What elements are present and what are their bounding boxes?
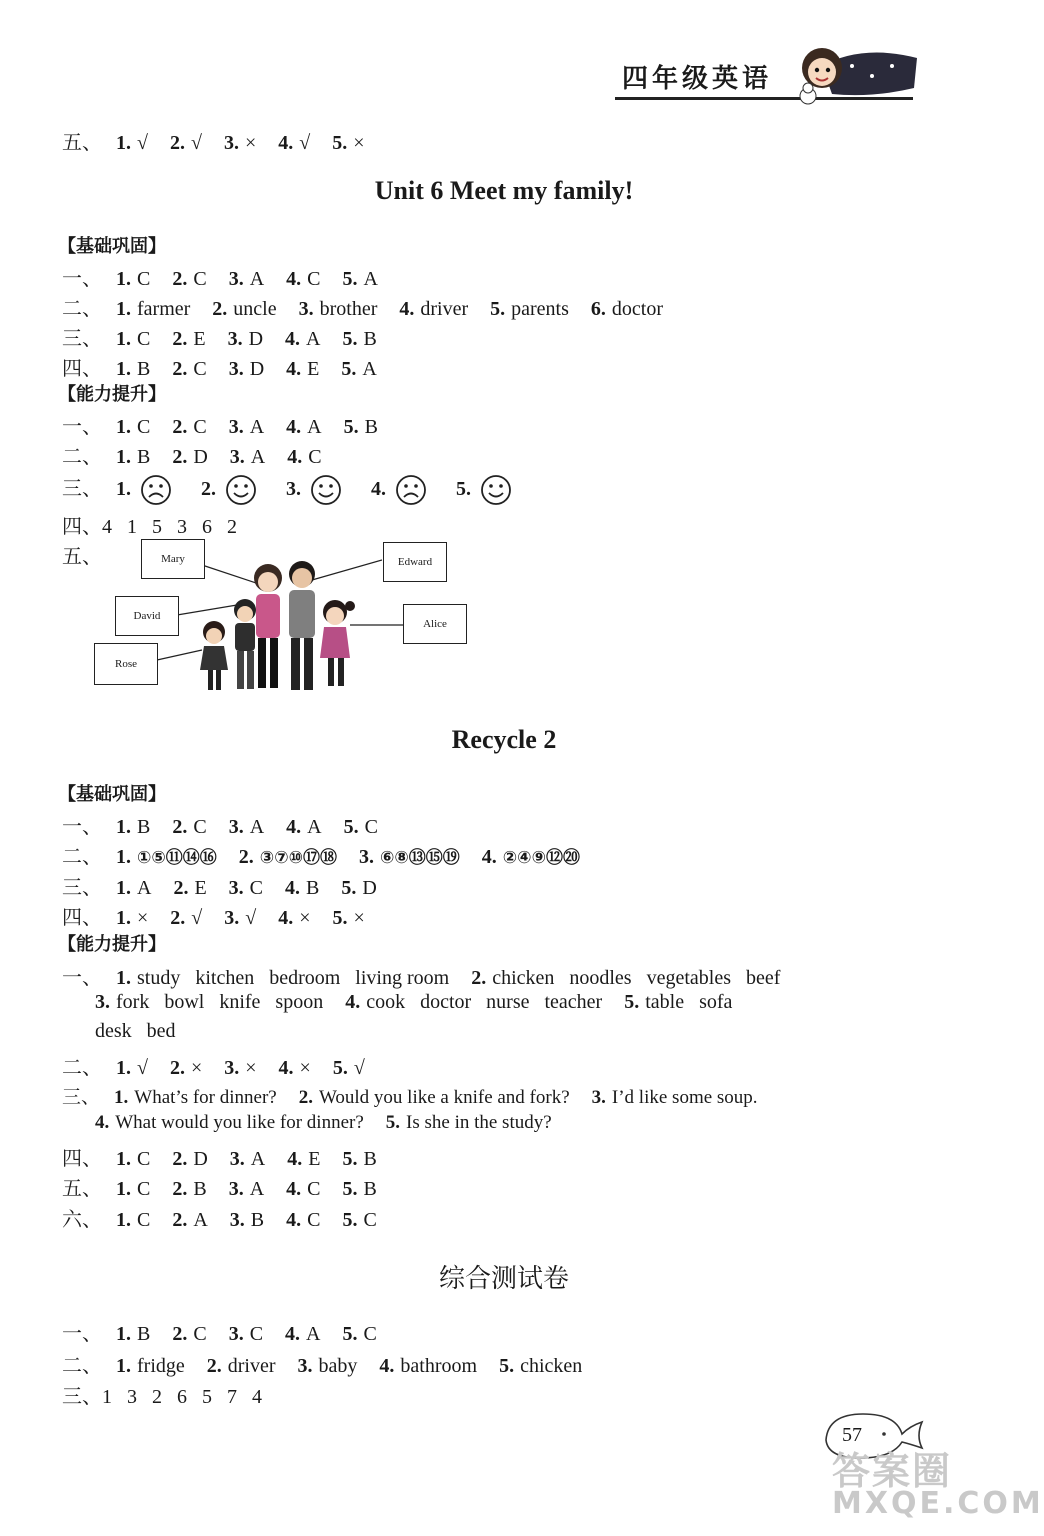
sad-face-icon <box>395 474 427 506</box>
item-answer: D <box>193 446 208 468</box>
item-number: 1. <box>116 1209 131 1231</box>
answer-line <box>62 871 385 900</box>
item-answer: I’d like some soup. <box>611 1087 758 1108</box>
item-answer: fork bowl knife spoon <box>116 991 324 1013</box>
question-prefix: 一、 <box>62 416 102 438</box>
item-number: 5. <box>624 991 640 1013</box>
item-number: 2. <box>169 1057 185 1079</box>
answer-line <box>62 352 385 381</box>
item-answer: A <box>249 816 265 838</box>
item-number: 2. <box>206 1355 222 1377</box>
item-number: 4. <box>286 1209 302 1231</box>
item-answer: C <box>363 1323 377 1345</box>
item-number: 5. <box>385 1112 401 1133</box>
item-answer: × <box>190 1057 203 1079</box>
item-answer: chicken <box>520 1355 583 1377</box>
question-prefix: 三、 <box>62 328 102 350</box>
question-prefix: 四、 <box>62 358 102 380</box>
item-answer: A <box>250 1148 266 1170</box>
item-number: 4. <box>286 816 302 838</box>
item-answer: C <box>193 358 207 380</box>
answer-line <box>62 840 588 869</box>
item-answer: driver <box>227 1355 276 1377</box>
item-answer: doctor <box>611 298 663 320</box>
item-answer: D <box>193 1148 208 1170</box>
item-answer: A <box>362 358 377 380</box>
item-number: 2. <box>170 907 186 929</box>
item-number: 3. <box>591 1087 606 1108</box>
item-number: 5. <box>343 816 359 838</box>
item-answer: A <box>306 328 321 350</box>
item-number: 5. <box>332 132 348 154</box>
item-answer: B <box>250 1209 265 1231</box>
answer-line <box>62 292 671 321</box>
item-number: 3. <box>228 877 244 899</box>
section-tag-advanced: 【能力提升】 <box>58 934 166 955</box>
item-answer: E <box>193 328 206 350</box>
item-answer: C <box>137 268 151 290</box>
item-answer: √ <box>245 907 257 929</box>
happy-face-icon <box>310 474 342 506</box>
answer-line <box>62 440 330 469</box>
item-answer: C <box>137 1148 151 1170</box>
item-answer: B <box>306 877 320 899</box>
item-number: 5. <box>342 328 358 350</box>
item-answer: Would you like a knife and fork? <box>318 1087 570 1108</box>
item-number: 2. <box>471 967 487 989</box>
item-number: 2. <box>172 268 188 290</box>
item-number: 1. <box>116 328 131 350</box>
item-answer: study kitchen bedroom living room <box>137 967 450 989</box>
item-answer: √ <box>191 907 203 929</box>
item-number: 4. <box>286 358 302 380</box>
item-number: 2. <box>298 1087 313 1108</box>
item-number: 3. <box>229 1209 245 1231</box>
item-answer: D <box>249 358 265 380</box>
item-number: 1. <box>116 967 131 989</box>
item-number: 5. <box>456 478 471 500</box>
question-prefix: 一、 <box>62 1323 102 1345</box>
name-box-david: David <box>115 596 179 636</box>
item-number: 2. <box>172 816 188 838</box>
answer-line <box>62 1380 262 1409</box>
item-answer: √ <box>190 132 202 154</box>
happy-face-icon <box>480 474 512 506</box>
item-answer: B <box>363 1178 377 1200</box>
item-number: 4. <box>286 416 302 438</box>
item-answer: A <box>306 1323 321 1345</box>
item-answer: ③⑦⑩⑰⑱ <box>259 848 337 868</box>
answer-line <box>62 1082 766 1109</box>
question-prefix: 二、 <box>62 446 102 468</box>
item-number: 2. <box>172 328 188 350</box>
item-number: 1. <box>116 816 131 838</box>
answer-line <box>62 810 386 839</box>
question-prefix: 四、 <box>62 516 102 538</box>
section-title-recycle2: Recycle 2 <box>451 725 557 754</box>
answer-line <box>62 1142 385 1171</box>
item-number: 2. <box>172 1323 188 1345</box>
item-number: 3. <box>297 1355 313 1377</box>
item-answer: C <box>137 328 151 350</box>
question-prefix: 三、 <box>62 1087 101 1108</box>
item-number: 4. <box>278 907 294 929</box>
item-number: 3. <box>224 907 240 929</box>
item-answer: A <box>249 416 265 438</box>
item-answer: C <box>137 416 151 438</box>
item-answer: cook doctor nurse teacher <box>366 991 603 1013</box>
item-answer: ⑥⑧⑬⑮⑲ <box>379 848 460 868</box>
item-answer: √ <box>353 1057 365 1079</box>
item-answer: A <box>250 446 266 468</box>
watermark-text: 答案圈 <box>832 1449 953 1493</box>
item-number: 1. <box>116 907 131 929</box>
item-answer: A <box>307 416 322 438</box>
mascot-illustration <box>792 36 922 108</box>
item-answer: 4 1 5 3 6 2 <box>102 516 237 538</box>
item-number: 2. <box>173 877 189 899</box>
item-answer: C <box>307 268 321 290</box>
item-answer: E <box>194 877 207 899</box>
item-number: 3. <box>228 358 244 380</box>
item-number: 5. <box>342 268 358 290</box>
answer-line-faces <box>62 472 522 506</box>
item-number: 2. <box>169 132 185 154</box>
question-prefix: 一、 <box>62 967 102 989</box>
answer-line <box>95 991 740 1014</box>
item-answer: C <box>249 877 264 899</box>
item-answer: B <box>137 358 151 380</box>
item-answer: × <box>299 1057 311 1079</box>
item-answer: × <box>353 907 365 929</box>
item-answer: ①⑤⑪⑭⑯ <box>137 848 217 868</box>
item-answer: C <box>363 1209 377 1231</box>
question-prefix: 六、 <box>62 1209 102 1231</box>
item-number: 5. <box>343 416 359 438</box>
item-answer: fridge <box>137 1355 185 1377</box>
name-box-edward: Edward <box>383 542 447 582</box>
item-number: 2. <box>201 478 216 500</box>
item-number: 3. <box>223 132 239 154</box>
section-tag-basic: 【基础巩固】 <box>58 784 166 805</box>
item-answer: × <box>137 907 149 929</box>
item-answer: A <box>193 1209 208 1231</box>
item-answer: C <box>249 1323 264 1345</box>
item-answer: × <box>244 132 257 154</box>
item-number: 4. <box>285 328 301 350</box>
item-number: 3. <box>229 446 245 468</box>
item-answer: D <box>248 328 264 350</box>
answer-line <box>95 1020 176 1043</box>
answer-line-top <box>62 126 373 155</box>
item-answer: C <box>137 1178 151 1200</box>
item-number: 3. <box>358 846 374 868</box>
watermark-url: MXQE.COM <box>832 1486 1044 1521</box>
question-prefix: 五、 <box>62 546 102 568</box>
item-answer: E <box>308 1148 321 1170</box>
item-number: 3. <box>228 268 244 290</box>
name-box-alice: Alice <box>403 604 467 644</box>
answer-line <box>62 1349 590 1378</box>
item-number: 1. <box>116 358 131 380</box>
item-number: 1. <box>116 132 131 154</box>
item-number: 1. <box>114 1087 129 1108</box>
item-answer: A <box>137 877 152 899</box>
item-number: 3. <box>95 991 110 1013</box>
item-number: 1. <box>116 268 131 290</box>
item-answer: B <box>363 328 377 350</box>
item-number: 5. <box>490 298 506 320</box>
answer-line <box>62 961 788 990</box>
item-number: 4. <box>371 478 386 500</box>
item-answer: B <box>137 816 151 838</box>
question-prefix: 五、 <box>62 132 102 154</box>
item-answer: parents <box>511 298 569 320</box>
item-number: 4. <box>379 1355 395 1377</box>
sad-face-icon <box>140 474 172 506</box>
item-number: 1. <box>116 1057 131 1079</box>
item-answer: A <box>249 268 265 290</box>
item-number: 4. <box>286 268 302 290</box>
answer-line <box>62 1172 385 1201</box>
item-number: 2. <box>172 1178 188 1200</box>
answer-line <box>62 1203 385 1232</box>
item-answer: brother <box>319 298 378 320</box>
item-answer: × <box>245 1057 257 1079</box>
item-number: 4. <box>286 1178 302 1200</box>
item-answer: table sofa <box>645 991 733 1013</box>
question-prefix: 三、 <box>62 478 102 500</box>
item-number: 4. <box>287 446 303 468</box>
book-title: 四年级英语 <box>622 64 773 93</box>
item-answer: B <box>137 446 151 468</box>
item-number: 1. <box>116 1148 131 1170</box>
item-answer: √ <box>137 1057 148 1079</box>
item-answer: C <box>307 1209 321 1231</box>
section-title-test: 综合测试卷 <box>438 1264 569 1294</box>
question-prefix: 五、 <box>62 1178 102 1200</box>
item-number: 4. <box>345 991 361 1013</box>
section-tag-basic: 【基础巩固】 <box>58 236 166 257</box>
item-answer: √ <box>299 132 311 154</box>
name-box-mary: Mary <box>141 539 205 579</box>
item-number: 4. <box>95 1112 110 1133</box>
item-answer: B <box>193 1178 207 1200</box>
item-number: 5. <box>332 1057 348 1079</box>
item-answer: C <box>193 268 207 290</box>
item-answer: ②④⑨⑫⑳ <box>502 848 580 868</box>
item-number: 5. <box>332 907 348 929</box>
item-answer: farmer <box>137 298 191 320</box>
answer-line <box>62 1051 373 1080</box>
item-answer: C <box>193 416 207 438</box>
answer-line <box>95 1112 560 1134</box>
item-answer: E <box>307 358 320 380</box>
item-answer: D <box>362 877 377 899</box>
item-answer: What’s for dinner? <box>134 1087 277 1108</box>
item-number: 3. <box>224 1057 240 1079</box>
item-number: 2. <box>212 298 228 320</box>
item-number: 3. <box>228 1323 244 1345</box>
item-number: 5. <box>342 1148 358 1170</box>
item-number: 2. <box>172 446 188 468</box>
item-answer: driver <box>420 298 469 320</box>
item-answer: Is she in the study? <box>406 1112 552 1133</box>
item-number: 2. <box>172 358 188 380</box>
item-number: 3. <box>286 478 301 500</box>
item-number: 5. <box>341 358 357 380</box>
item-number: 3. <box>229 1148 245 1170</box>
page-number: 57 <box>842 1424 862 1446</box>
item-answer: C <box>193 816 207 838</box>
item-number: 4. <box>481 846 497 868</box>
item-answer: chicken noodles vegetables beef <box>492 967 781 989</box>
item-answer: C <box>307 1178 321 1200</box>
item-number: 5. <box>342 1178 358 1200</box>
question-prefix: 二、 <box>62 1057 102 1079</box>
item-answer: B <box>363 1148 377 1170</box>
item-number: 2. <box>238 846 254 868</box>
question-prefix: 四、 <box>62 907 102 929</box>
item-number: 2. <box>172 1148 188 1170</box>
item-answer: desk bed <box>95 1020 176 1042</box>
item-answer: C <box>137 1209 151 1231</box>
item-answer: C <box>193 1323 207 1345</box>
item-answer: B <box>137 1323 151 1345</box>
item-number: 4. <box>285 1323 301 1345</box>
item-number: 1. <box>116 446 131 468</box>
item-answer: baby <box>318 1355 358 1377</box>
item-answer: A <box>307 816 322 838</box>
question-prefix: 二、 <box>62 298 102 320</box>
item-number: 3. <box>227 328 243 350</box>
item-answer: √ <box>137 132 148 154</box>
item-number: 1. <box>116 478 131 500</box>
item-number: 1. <box>116 1178 131 1200</box>
item-answer: × <box>299 907 311 929</box>
answer-line <box>62 410 386 439</box>
question-prefix: 三、 <box>62 877 102 899</box>
item-number: 5. <box>342 1323 358 1345</box>
item-number: 1. <box>116 1355 131 1377</box>
item-number: 3. <box>228 416 244 438</box>
item-number: 1. <box>116 846 131 868</box>
item-number: 5. <box>342 1209 358 1231</box>
section-title-unit6: Unit 6 Meet my family! <box>374 176 634 205</box>
answer-line <box>62 1317 385 1346</box>
item-answer: 1 3 2 6 5 7 4 <box>102 1386 262 1408</box>
item-answer: C <box>308 446 322 468</box>
item-number: 4. <box>278 132 294 154</box>
question-prefix: 一、 <box>62 816 102 838</box>
item-answer: What would you like for dinner? <box>115 1112 364 1133</box>
item-number: 4. <box>287 1148 303 1170</box>
item-number: 4. <box>278 1057 294 1079</box>
question-prefix: 二、 <box>62 846 102 868</box>
happy-face-icon <box>225 474 257 506</box>
item-number: 1. <box>116 1323 131 1345</box>
item-answer: uncle <box>233 298 277 320</box>
answer-line <box>62 262 386 291</box>
item-number: 4. <box>399 298 415 320</box>
item-number: 6. <box>590 298 606 320</box>
item-answer: × <box>353 132 365 154</box>
item-number: 1. <box>116 298 131 320</box>
item-number: 5. <box>499 1355 515 1377</box>
name-box-rose: Rose <box>94 643 158 685</box>
item-answer: A <box>249 1178 265 1200</box>
item-number: 3. <box>228 1178 244 1200</box>
item-number: 2. <box>172 416 188 438</box>
answer-line <box>62 901 373 930</box>
answer-line <box>62 322 385 351</box>
item-number: 4. <box>285 877 301 899</box>
item-number: 5. <box>341 877 357 899</box>
question-prefix: 四、 <box>62 1148 102 1170</box>
item-answer: A <box>363 268 378 290</box>
question-prefix: 一、 <box>62 268 102 290</box>
item-number: 3. <box>228 816 244 838</box>
question-prefix: 二、 <box>62 1355 102 1377</box>
item-answer: C <box>364 816 378 838</box>
item-number: 1. <box>116 416 131 438</box>
item-number: 2. <box>172 1209 188 1231</box>
item-answer: B <box>364 416 378 438</box>
question-prefix: 三、 <box>62 1386 102 1408</box>
section-tag-advanced: 【能力提升】 <box>58 384 166 405</box>
item-number: 1. <box>116 877 131 899</box>
item-answer: bathroom <box>400 1355 478 1377</box>
item-number: 3. <box>298 298 314 320</box>
